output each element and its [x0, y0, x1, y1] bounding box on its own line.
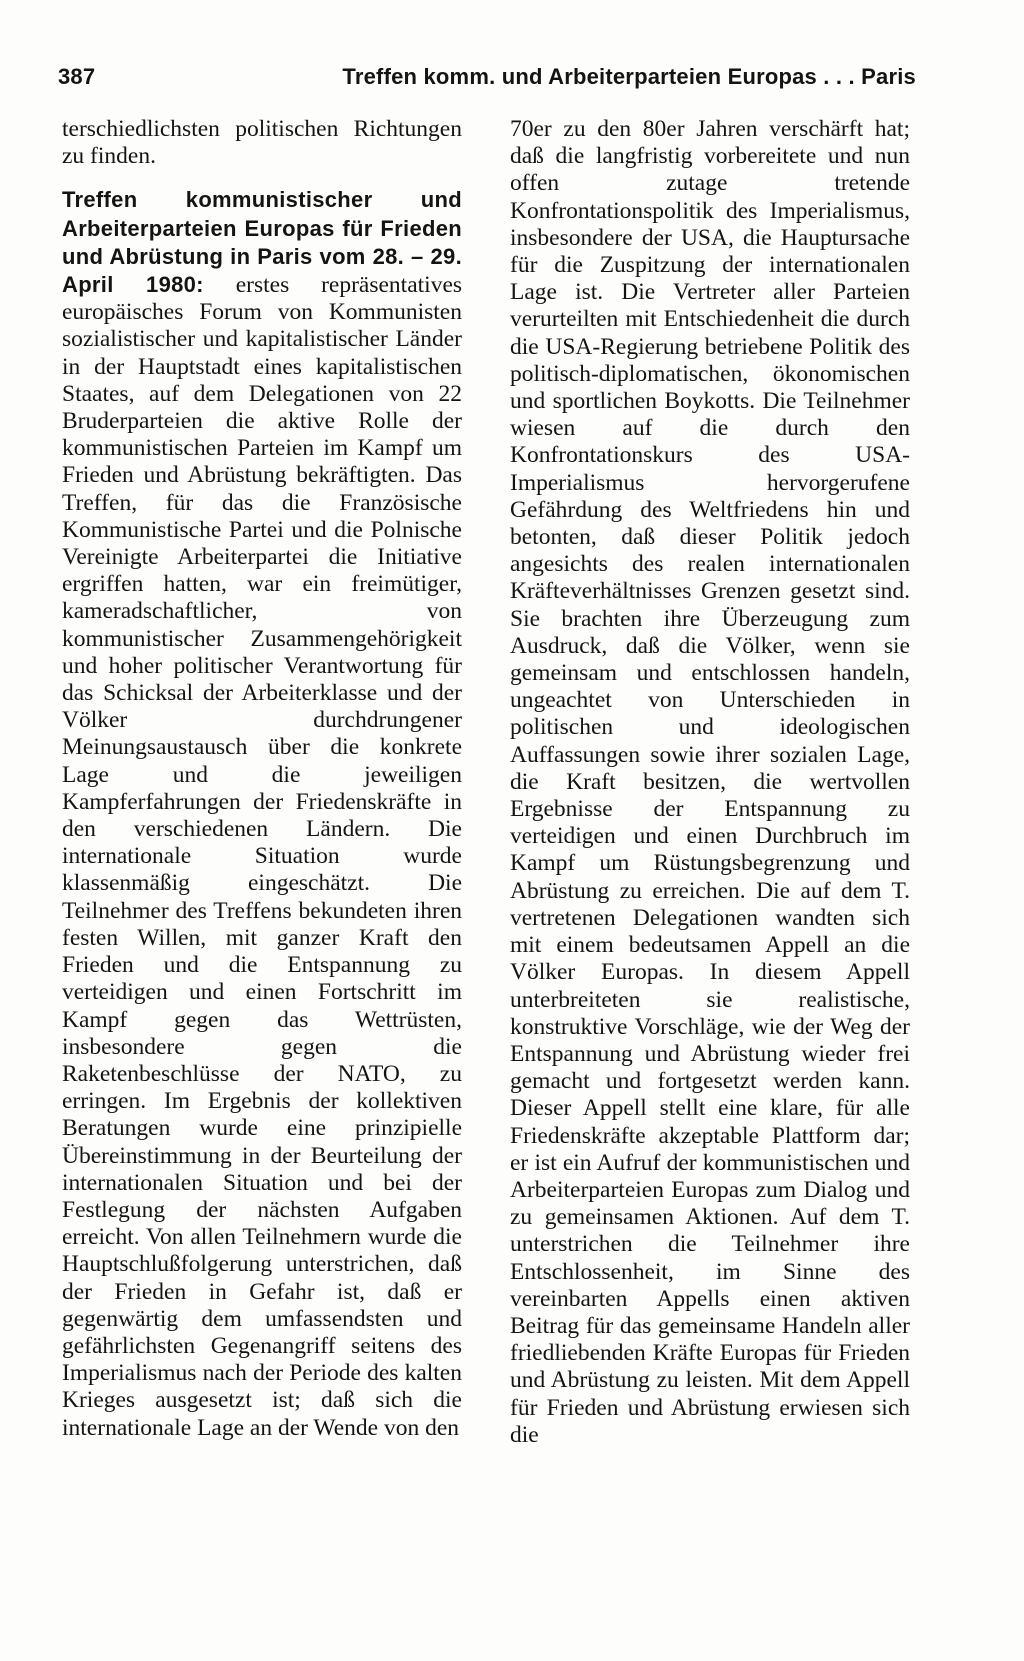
entry-paragraph: [62, 186, 462, 1441]
carryover-paragraph: terschiedlichsten politischen Richtungen zu finden.: [62, 116, 462, 170]
paragraph-gap: [62, 170, 462, 186]
running-head: Treffen komm. und Arbeiterparteien Europas . . . Paris: [342, 64, 916, 89]
left-column: [62, 116, 462, 1442]
entry-body-left: erstes repräsentatives europäisches Forum von Kommunisten sozialistischer und kapitalistischer Länder in der Hauptstadt eines kapitalistischen Staates, auf dem Delegationen von 22 Bruderparteien die aktive Rolle der kommunistischen Parteien im Kampf um Frieden und Abrüstung bekräftigten. Das Treffen, für das die Französische Kommunistische Partei und die Polnische Vereinigte Arbeiterpartei die Initiative ergriffen hatten, war ein freimütiger, kameradschaftlicher, von kommunistischer Zusammengehörigkeit und hoher politischer Verantwortung für das Schicksal der Arbeiterklasse und der Völker durchdrungener Meinungsaustausch über die konkrete Lage und die jeweiligen Kampferfahrungen der Friedenskräfte in den verschiedenen Ländern. Die internationale Situation wurde klassenmäßig eingeschätzt. Die Teilnehmer des Treffens bekundeten ihren festen Willen, mit ganzer Kraft den Frieden und die Entspannung zu verteidigen und einen Fortschritt im Kampf gegen das Wettrüsten, insbesondere gegen die Raketenbeschlüsse der NATO, zu erringen. Im Ergebnis der kollektiven Beratungen wurde eine prinzipielle Übereinstimmung in der Beurteilung der internationalen Situation und bei der Festlegung der nächsten Aufgaben erreicht. Von allen Teilnehmern wurde die Hauptschlußfolgerung unterstrichen, daß der Frieden in Gefahr ist, daß er gegenwärtig dem umfassendsten und gefährlichsten Gegenangriff seitens des Imperialismus nach der Periode des kalten Krieges ausgesetzt ist; daß sich die internationale Lage an der Wende von den: [62, 272, 463, 1441]
page-number: 387: [58, 64, 96, 89]
page-header: [58, 58, 916, 98]
entry-body-right: 70er zu den 80er Jahren verschärft hat; daß die langfristig vorbereitete und nun offen zutage tretende Konfrontationspolitik des Imperialismus, insbesondere der USA, die Hauptursache für die Zuspitzung der internationalen Lage ist. Die Vertreter aller Parteien verurteilten mit Entschiedenheit die durch die USA-Regierung betriebene Politik des politisch-diplomatischen, ökonomischen und sportlichen Boykotts. Die Teilnehmer wiesen auf die durch den Konfrontationskurs des USA-Imperialismus hervorgerufene Gefährdung des Weltfriedens hin und betonten, daß dieser Politik jedoch angesichts des realen internationalen Kräfteverhältnisses Grenzen gesetzt sind. Sie brachten ihre Überzeugung zum Ausdruck, daß die Völker, wenn sie gemeinsam und entschlossen handeln, ungeachtet von Unterschieden in politischen und ideologischen Auffassungen sowie ihrer sozialen Lage, die Kraft besitzen, die wertvollen Ergebnisse der Entspannung zu verteidigen und einen Durchbruch im Kampf um Rüstungsbegrenzung und Abrüstung zu erreichen. Die auf dem T. vertretenen Delegationen wandten sich mit einem bedeutsamen Appell an die Völker Europas. In diesem Appell unterbreiteten sie realistische, konstruktive Vorschläge, wie der Weg der Entspannung und Abrüstung wieder frei gemacht und fortgesetzt werden kann. Dieser Appell stellt eine klare, für alle Friedenskräfte akzeptable Plattform dar; er ist ein Aufruf der kommunistischen und Arbeiterparteien Europas zum Dialog und zu gemeinsamen Aktionen. Auf dem T. unterstrichen die Teilnehmer ihre Entschlossenheit, im Sinne des vereinbarten Appells einen aktiven Beitrag für das gemeinsame Handeln aller friedliebenden Kräfte Europas für Frieden und Abrüstung zu leisten. Mit dem Appell für Frieden und Abrüstung erwiesen sich die: [510, 116, 910, 1448]
entry-headline: Treffen kommunistischer und Arbeiterparteien Europas für Frieden und Abrüstung in Paris vom 28. – 29. April 1980:: [62, 187, 462, 298]
right-column: [510, 116, 910, 1449]
